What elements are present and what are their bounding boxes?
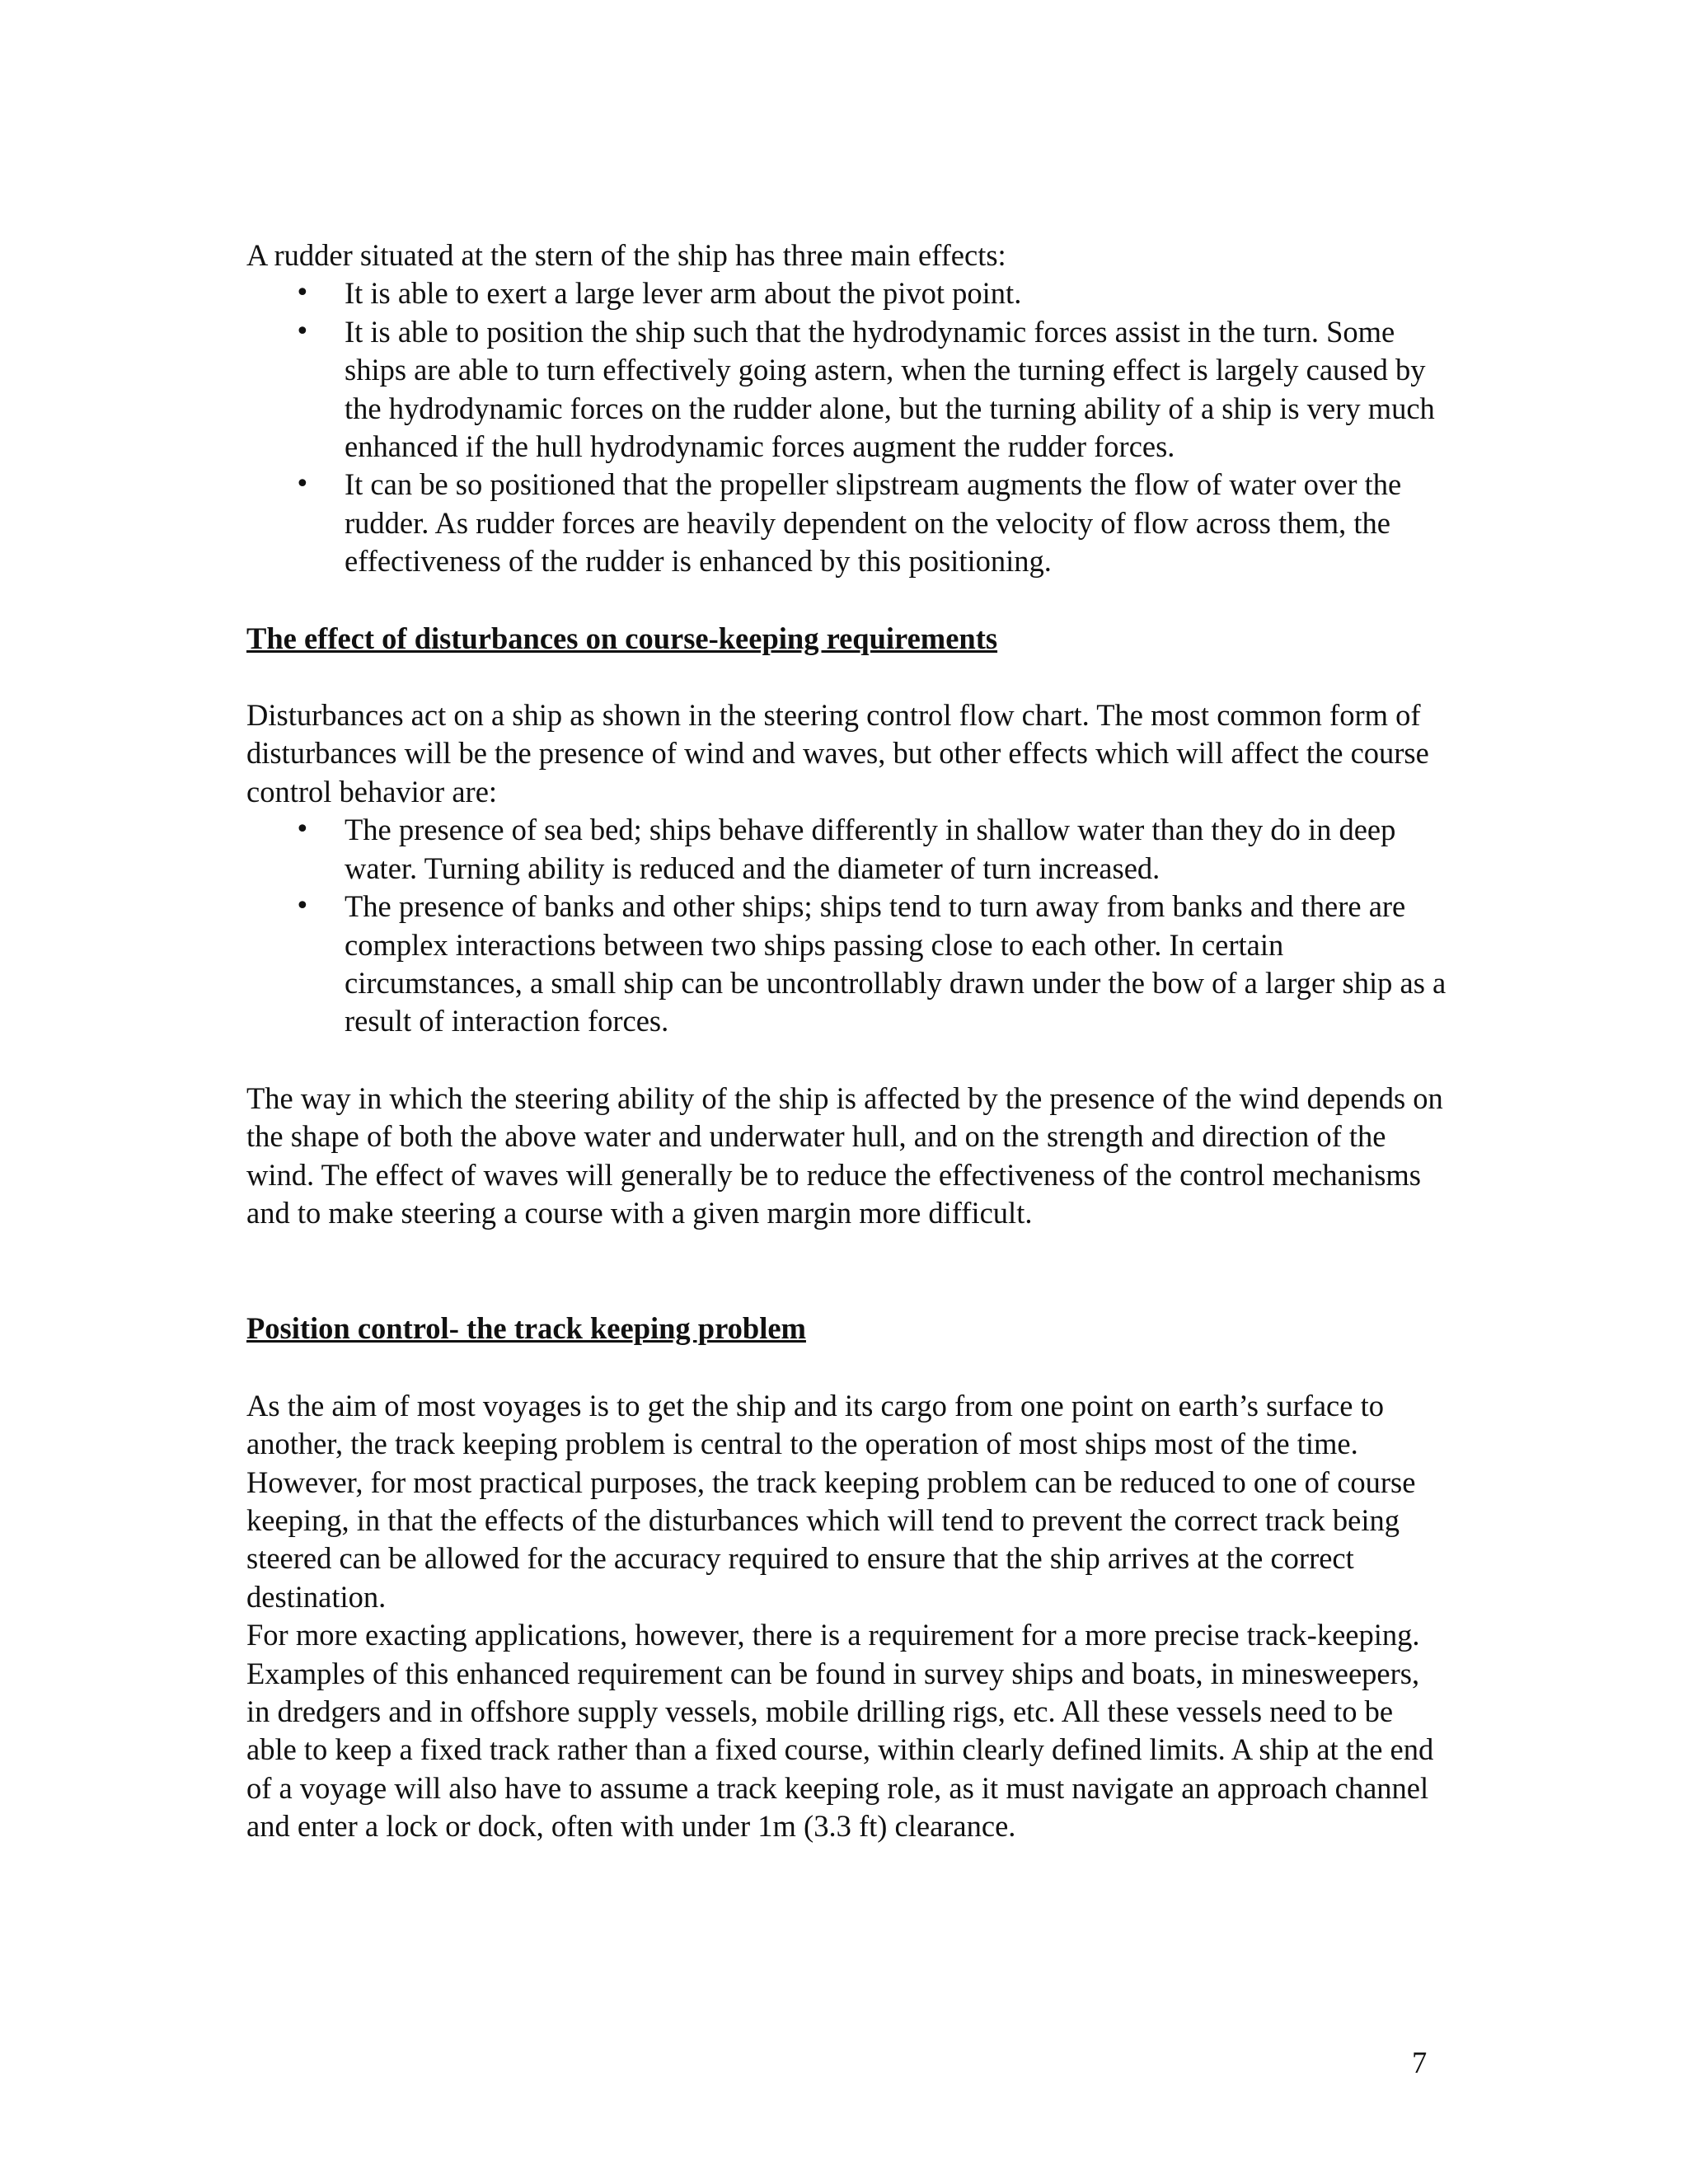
list-item: [246, 466, 1450, 580]
bullet-icon: •: [295, 316, 310, 346]
list-item: [246, 313, 1450, 466]
rudder-effects-list: [246, 274, 1450, 580]
list-item-text: It can be so positioned that the propeller slipstream augments the flow of water over the rudder. As rudder forces are heavily dependent on the velocity of flow across them, the effectiveness of the rudder is enhanced by this positioning.: [345, 467, 1402, 579]
list-item-text: The presence of sea bed; ships behave differently in shallow water than they do in deep water. Turning ability is reduced and the diameter of turn increased.: [345, 813, 1396, 885]
list-item-text: It is able to position the ship such that the hydrodynamic forces assist in the turn. Some ships are able to turn effectively going astern, when the turning effect is largely caused by the hydrodynamic forces on the rudder alone, but the turning ability of a ship is very much enhanced if the hull hydrodynamic forces augment the rudder forces.: [345, 314, 1435, 464]
spacer: [246, 581, 1450, 620]
exacting-applications-paragraph: For more exacting applications, however, there is a requirement for a more precise track-keeping. Examples of this enhanced requirement can be found in survey ships and boats, in minesweepers, in dredgers and in offshore supply vessels, mobile drilling rigs, etc. All these vessels need to be able to keep a fixed track rather than a fixed course, within clearly defined limits. A ship at the end of a voyage will also have to assume a track keeping role, as it must navigate an approach channel and enter a lock or dock, often with under 1m (3.3 ft) clearance.: [246, 1618, 1434, 1844]
bullet-icon: •: [295, 892, 310, 921]
spacer: [246, 1041, 1450, 1080]
list-item-text: It is able to exert a large lever arm about the pivot point.: [345, 276, 1022, 311]
page-content: [246, 237, 1450, 1846]
list-item: [246, 274, 1450, 312]
section-heading-disturbances: The effect of disturbances on course-keeping requirements: [246, 621, 998, 655]
disturbances-list: [246, 811, 1450, 1040]
intro-paragraph: A rudder situated at the stern of the ship has three main effects:: [246, 238, 1006, 272]
list-item-text: The presence of banks and other ships; ships tend to turn away from banks and there are complex interactions between two ships passing close to each other. In certain circumstances, a small ship can be uncontrollably drawn under the bow of a larger ship as a result of interaction forces.: [345, 889, 1447, 1038]
track-keeping-paragraph: As the aim of most voyages is to get the ship and its cargo from one point on earth’s surface to another, the track keeping problem is central to the operation of most ships most of the time. However, for most practical purposes, the track keeping problem can be reduced to one of course keeping, in that the effects of the disturbances which will tend to prevent the correct track being steered can be allowed for the accuracy required to ensure that the ship arrives at the correct destination.: [246, 1388, 1416, 1614]
section-heading-track-keeping: Position control- the track keeping problem: [246, 1311, 806, 1346]
bullet-icon: •: [295, 279, 310, 308]
spacer: [246, 658, 1450, 696]
page-number: 7: [1412, 2046, 1428, 2079]
list-item: [246, 888, 1450, 1041]
disturbances-paragraph: Disturbances act on a ship as shown in the steering control flow chart. The most common form of disturbances will be the presence of wind and waves, but other effects which will affect the course control behavior are:: [246, 698, 1429, 808]
bullet-icon: •: [295, 815, 310, 845]
spacer: [246, 1348, 1450, 1387]
list-item: [246, 811, 1450, 888]
spacer: [246, 1232, 1450, 1310]
bullet-icon: •: [295, 470, 310, 499]
wind-paragraph: The way in which the steering ability of the ship is affected by the presence of the wind depends on the shape of both the above water and underwater hull, and on the strength and direction of the wind. The effect of waves will generally be to reduce the effectiveness of the control mechanisms and to make steering a course with a given margin more difficult.: [246, 1080, 1443, 1230]
